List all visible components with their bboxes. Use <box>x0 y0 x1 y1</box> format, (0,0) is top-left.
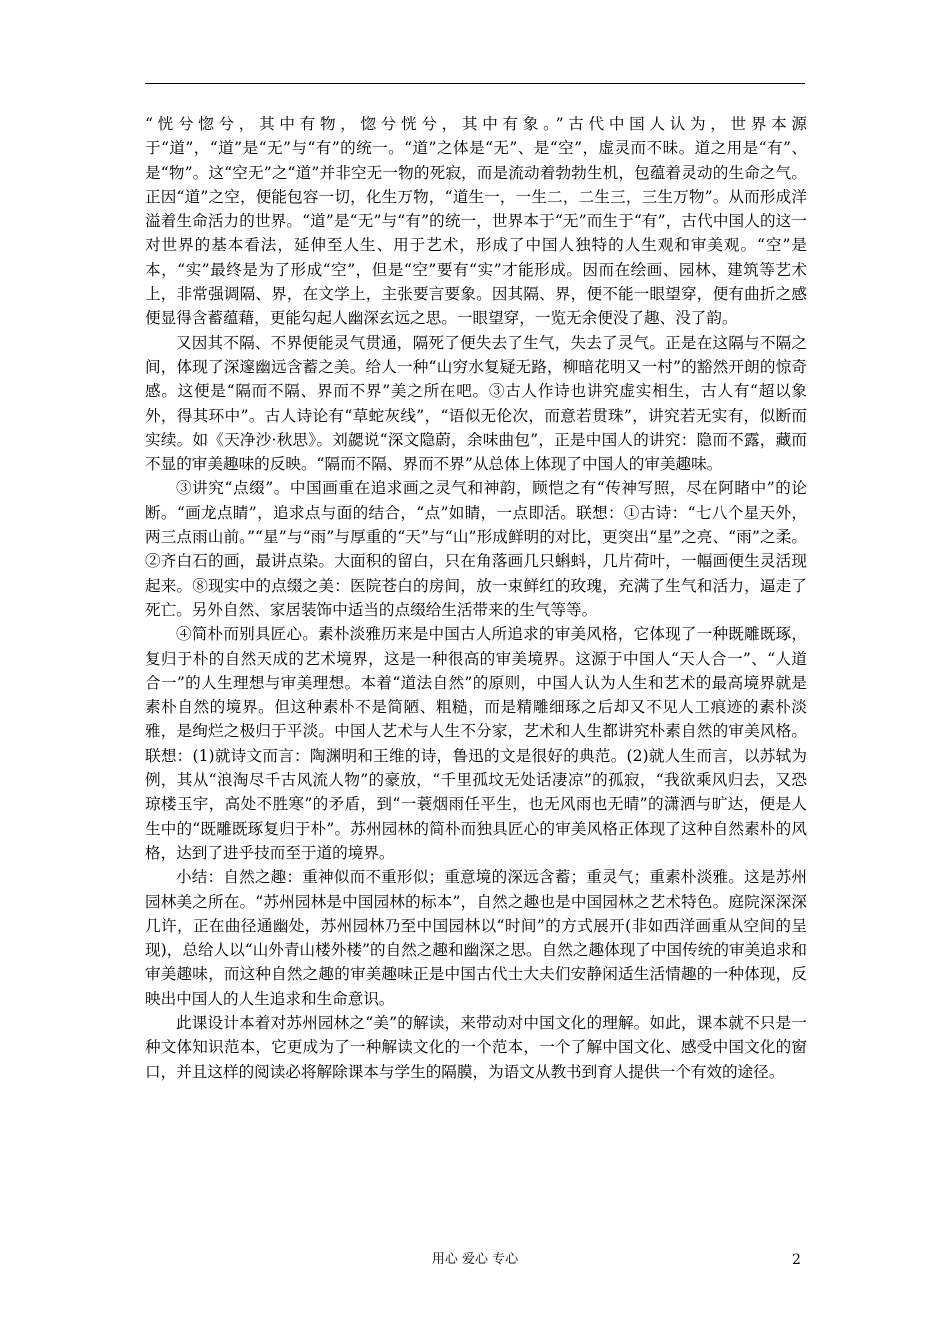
paragraph-3: ③讲究“点缀”。中国画重在追求画之灵气和神韵，顾恺之有“传神写照，尽在阿睹中”的论断。“画龙点睛”，追求点与面的结合，“点”如睛，一点即活。联想：①古诗：“七八个星天外，两三点雨山前。”“星”与“雨”与厚重的“天”与“山”形成鲜明的对比，更突出“星”之亮、“雨”之柔。②齐白石的画，最讲点染。大面积的留白，只在角落画几只蝌蚪，几片荷叶，一幅画便生灵活现起来。⑧现实中的点缀之美：医院苍白的房间，放一束鲜红的玫瑰，充满了生气和活力，逼走了死亡。另外自然、家居装饰中适当的点缀给生活带来的生气等等。 <box>145 479 807 619</box>
page-number: 2 <box>792 1252 801 1268</box>
paragraph-4: ④简朴而别具匠心。素朴淡雅历来是中国古人所追求的审美风格，它体现了一种既雕既琢，复归于朴的自然天成的艺术境界，这是一种很高的审美境界。这源于中国人“天人合一”、“人道合一”的人生理想与审美理想。本着“道法自然”的原则，中国人认为人生和艺术的最高境界就是素朴自然的境界。但这种素朴不是简陋、粗糙，而是精雕细琢之后却又不见人工痕迹的素朴淡雅，是绚烂之极归于平淡。中国人艺术与人生不分家，艺术和人生都讲究朴素自然的审美风格。联想：(1)就诗文而言：陶渊明和王维的诗，鲁迅的文是很好的典范。(2)就人生而言，以苏轼为例，其从“浪淘尽千古风流人物”的豪放，“千里孤坟无处话凄凉”的孤寂，“我欲乘风归去，又恐琼楼玉宇，高处不胜寒”的矛盾，到“一蓑烟雨任平生，也无风雨也无晴”的潇洒与旷达，便是人生中的“既雕既琢复归于朴”。苏州园林的简朴而独具匠心的审美风格正体现了这种自然素朴的风格，达到了进乎技而至于道的境界。 <box>145 625 807 862</box>
paragraph-5: 小结：自然之趣：重神似而不重形似；重意境的深远含蓄；重灵气；重素朴淡雅。这是苏州园林美之所在。“苏州园林是中国园林的标本”，自然之趣也是中国园林之艺术特色。庭院深深深几许，正在曲径通幽处，苏州园林乃至中国园林以“时间”的方式展开(非如西洋画重从空间的呈现)，总给人以“山外青山楼外楼”的自然之趣和幽深之思。自然之趣体现了中国传统的审美追求和审美趣味，而这种自然之趣的审美趣味正是中国古代士大夫们安静闲适生活情趣的一种体现，反映出中国人的人生追求和生命意识。 <box>145 868 807 1008</box>
paragraph-2: 又因其不隔、不界便能灵气贯通，隔死了便失去了生气，失去了灵气。正是在这隔与不隔之间，体现了深邃幽远含蓄之美。给人一种“山穷水复疑无路，柳暗花明又一村”的豁然开朗的惊奇感。这便是“隔而不隔、界而不界”美之所在吧。③古人作诗也讲究虚实相生，古人有“超以象外，得其环中”。古人诗论有“草蛇灰线”，“语似无伦次，而意若贯珠”，讲究若无实有，似断而实续。如《天净沙·秋思》。刘勰说“深文隐蔚，余味曲包”，正是中国人的讲究：隐而不露，藏而不显的审美趣味的反映。“隔而不隔、界而不界”从总体上体现了中国人的审美趣味。 <box>145 333 807 474</box>
header-rule <box>145 83 805 84</box>
paragraph-1: “恍兮惚兮，其中有物，惚兮恍兮，其中有象。”古代中国人认为，世界本源于“道”，“道”是“无”与“有”的统一。“道”之体是“无”、是“空”，虚灵而不昧。道之用是“有”、是“物”。这“空无”之“道”并非空无一物的死寂，而是流动着勃勃生机，包蕴着灵动的生命之气。正因“道”之空，便能包容一切，化生万物，“道生一，一生二，二生三，三生万物”。从而形成洋溢着生命活力的世界。“道”是“无”与“有”的统一，世界本于“无”而生于“有”，古代中国人的这一对世界的基本看法，延伸至人生、用于艺术，形成了中国人独特的人生观和审美观。“空”是本，“实”最终是为了形成“空”，但是“空”要有“实”才能形成。因而在绘画、园林、建筑等艺术上，非常强调隔、界，在文学上，主张要言要象。因其隔、界，便不能一眼望穿，便有曲折之感便显得含蓄蕴藉，更能勾起人幽深玄远之思。一眼望穿，一览无余便没了趣、没了韵。 <box>145 115 807 328</box>
document-body <box>145 112 807 1084</box>
footer-motto: 用心 爱心 专心 <box>431 1252 519 1267</box>
paragraph-6: 此课设计本着对苏州园林之“美”的解读，来带动对中国文化的理解。如此，课本就不只是一种文体知识范本，它更成为了一种解读文化的一个范本，一个了解中国文化、感受中国文化的窗口，并且这样的阅读必将解除课本与学生的隔膜，为语文从教书到育人提供一个有效的途径。 <box>145 1013 807 1081</box>
